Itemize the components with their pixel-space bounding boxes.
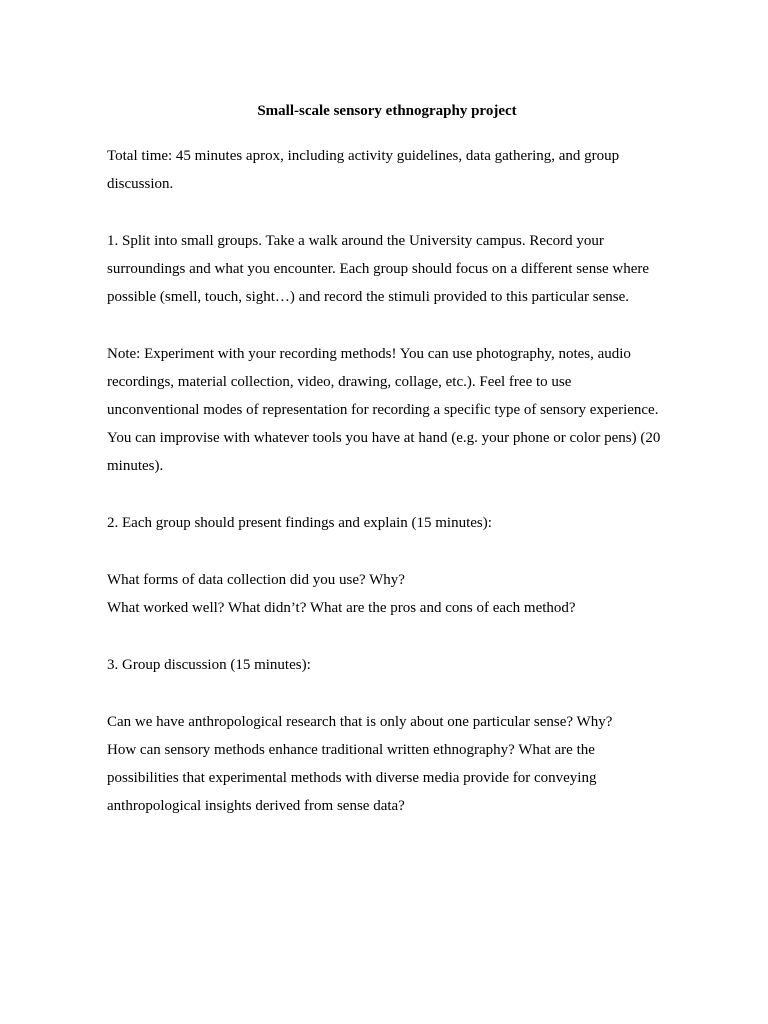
- step-2-paragraph: 2. Each group should present findings and explain (15 minutes):: [107, 515, 492, 531]
- question-line: How can sensory methods enhance traditional written ethnography? What are the possibilities that experimental methods with diverse media provide for conveying anthropological insights derived from sense data?: [107, 742, 597, 814]
- document-title: Small-scale sensory ethnography project: [257, 103, 517, 119]
- total-time-paragraph: Total time: 45 minutes aprox, including activity guidelines, data gathering, and group discussion.: [107, 148, 620, 192]
- step-3-paragraph: 3. Group discussion (15 minutes):: [107, 657, 311, 673]
- note-paragraph: Note: Experiment with your recording methods! You can use photography, notes, audio recordings, material collection, video, drawing, collage, etc.). Feel free to use unconventional modes of representation for recording a specific type of sensory experience. You can improvise with whatever tools you have at hand (e.g. your phone or color pens) (20 minutes).: [107, 346, 661, 474]
- document-page: [107, 100, 667, 849]
- question-line: What worked well? What didn’t? What are the pros and cons of each method?: [107, 600, 576, 616]
- step-3-questions: [107, 708, 667, 820]
- step-2-questions: [107, 566, 667, 622]
- question-line: What forms of data collection did you use? Why?: [107, 572, 405, 588]
- step-1-paragraph: 1. Split into small groups. Take a walk around the University campus. Record your surroundings and what you encounter. Each group should focus on a different sense where possible (smell, touch, sight…) and record the stimuli provided to this particular sense.: [107, 233, 650, 305]
- question-line: Can we have anthropological research that is only about one particular sense? Why?: [107, 714, 613, 730]
